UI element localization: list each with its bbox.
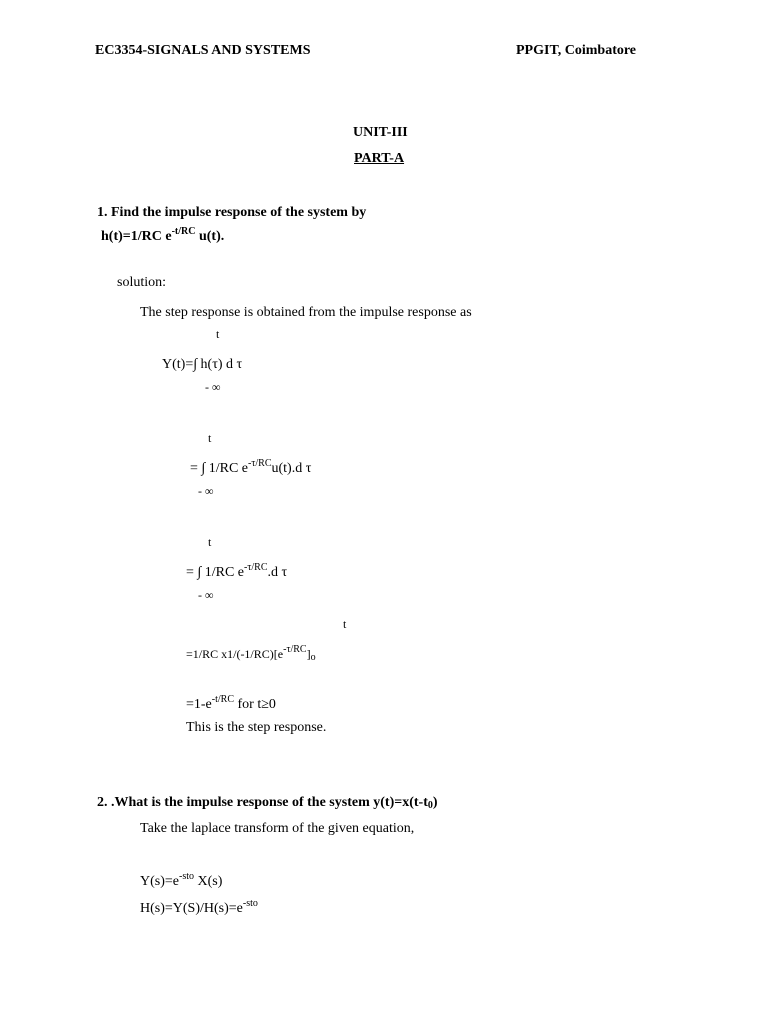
int3-pre: = ∫ 1/RC e: [186, 565, 245, 580]
int2-upper-limit: t: [208, 431, 212, 445]
q2-eq1-exponent: -sto: [179, 871, 194, 882]
int1-lower-limit: - ∞: [205, 380, 221, 394]
int3-exponent: -τ/RC: [244, 562, 268, 573]
institution-name: PPGIT, Coimbatore: [516, 43, 637, 58]
course-title: EC3354-SIGNALS AND SYSTEMS: [95, 43, 311, 58]
q1-eq-exponent: -t/RC: [171, 226, 196, 237]
result-condition: for t≥0: [234, 697, 276, 712]
q2-question: [97, 796, 438, 810]
q2-equation-1: [140, 871, 223, 889]
q2-intro: Take the laplace transform of the given equation,: [140, 821, 415, 836]
eval-upper-limit: t: [343, 617, 347, 631]
eval-post: ]: [306, 647, 311, 661]
unit-heading: UNIT-III: [353, 125, 408, 140]
q2-question-text: 2. .What is the impulse response of the system y(t)=x(t-t: [97, 795, 428, 810]
q1-equation: [101, 226, 225, 244]
q2-eq1-post: X(s): [194, 874, 223, 889]
int3-expression: [186, 562, 288, 580]
q2-subscript: 0: [427, 800, 433, 811]
solution-label: solution:: [117, 275, 167, 290]
int3-post: .d τ: [267, 565, 288, 580]
eval-exponent: -τ/RC: [283, 644, 307, 655]
int2-expression: [190, 458, 312, 476]
q1-eq-main: h(t)=1/RC e: [101, 229, 172, 244]
int2-exponent: -τ/RC: [248, 458, 272, 469]
q1-question: 1. Find the impulse response of the system by: [97, 205, 367, 220]
q2-eq1-pre: Y(s)=e: [140, 874, 179, 889]
int2-post: u(t).d τ: [271, 461, 312, 476]
int2-pre: = ∫ 1/RC e: [190, 461, 249, 476]
q2-equation-2: [140, 898, 258, 916]
eval-lower-limit: o: [310, 652, 316, 663]
q2-question-end: ): [432, 795, 438, 810]
int3-lower-limit: - ∞: [198, 588, 214, 602]
q1-eq-tail: u(t).: [195, 229, 225, 244]
q1-conclusion: This is the step response.: [186, 720, 327, 735]
q2-eq2-pre: H(s)=Y(S)/H(s)=e: [140, 901, 243, 916]
int1-upper-limit: t: [216, 327, 220, 341]
result-exponent: -t/RC: [211, 694, 235, 705]
step-response-result: [186, 694, 276, 712]
q2-eq2-exponent: -sto: [242, 898, 258, 909]
eval-expression: [186, 644, 316, 663]
eval-pre: =1/RC x1/(-1/RC)[e: [186, 647, 284, 661]
solution-intro: The step response is obtained from the impulse response as: [140, 305, 472, 320]
part-heading: PART-A: [354, 151, 405, 166]
int1-expression: Y(t)=∫ h(τ) d τ: [162, 357, 243, 372]
result-pre: =1-e: [186, 697, 212, 712]
int2-lower-limit: - ∞: [198, 484, 214, 498]
int3-upper-limit: t: [208, 535, 212, 549]
